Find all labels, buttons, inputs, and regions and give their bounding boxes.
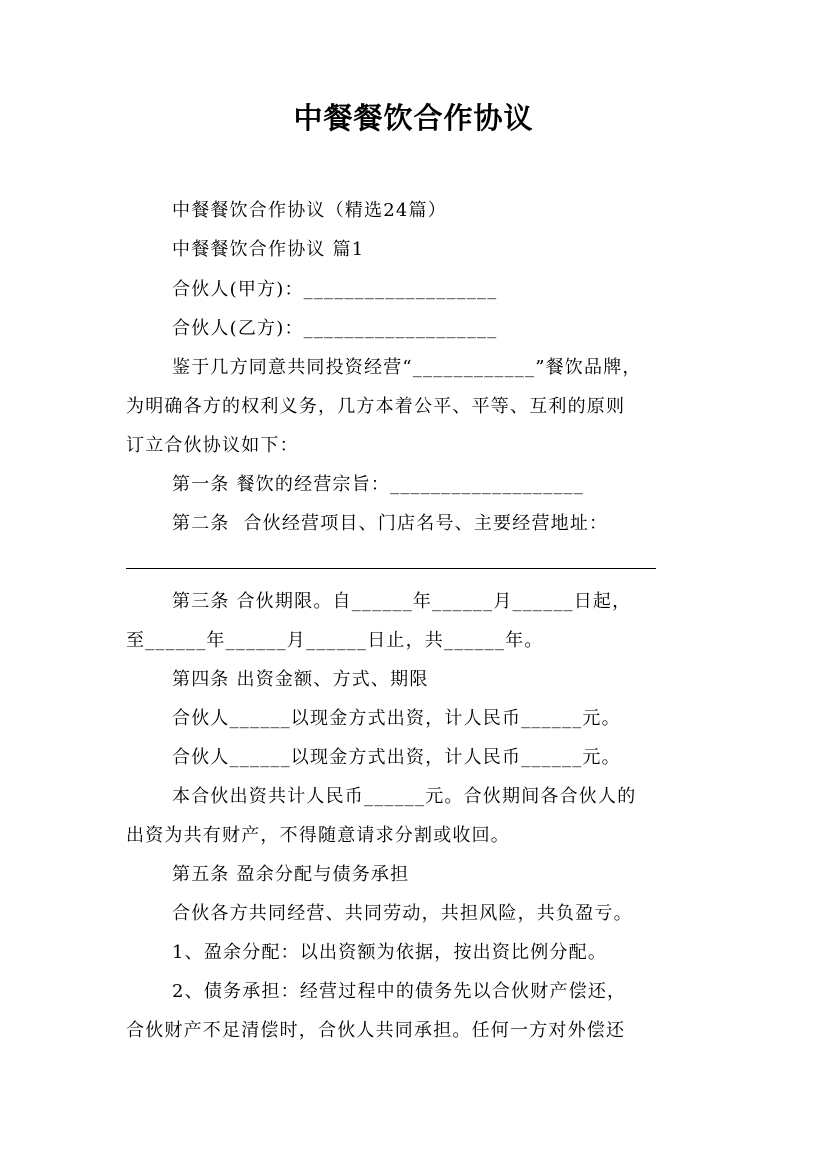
article-1-line: 第一条 餐饮的经营宗旨：___________________ (172, 474, 584, 495)
paragraph-line: 出资为共有财产，不得随意请求分割或收回。 (126, 825, 510, 846)
paragraph-line: 合伙人______以现金方式出资，计人民币______元。 (172, 708, 621, 729)
paragraph-line: 订立合伙协议如下： (126, 435, 299, 456)
document-title: 中餐餐饮合作协议 (293, 101, 534, 135)
party-b-line: 合伙人(乙方)：___________________ (172, 318, 498, 339)
article-4-line: 第四条 出资金额、方式、期限 (172, 669, 429, 690)
subtitle-line: 中餐餐饮合作协议（精选24篇） (172, 200, 447, 221)
paragraph-line: 至______年______月______日止，共______年。 (126, 630, 544, 651)
address-blank-line (126, 568, 656, 569)
paragraph-line: 合伙财产不足清偿时，合伙人共同承担。任何一方对外偿还 (126, 1020, 626, 1041)
paragraph-line: 本合伙出资共计人民币______元。合伙期间各合伙人的 (172, 786, 637, 807)
section-heading: 中餐餐饮合作协议 篇1 (172, 239, 365, 260)
article-5-line: 第五条 盈余分配与债务承担 (172, 864, 410, 885)
paragraph-line: 合伙人______以现金方式出资，计人民币______元。 (172, 747, 621, 768)
paragraph-line: 为明确各方的权利义务，几方本着公平、平等、互利的原则 (126, 396, 626, 417)
paragraph-line: 合伙各方共同经营、共同劳动，共担风险，共负盈亏。 (172, 903, 633, 924)
paragraph-line: 1、盈余分配：以出资额为依据，按出资比例分配。 (172, 942, 608, 963)
paragraph-line: 2、债务承担：经营过程中的债务先以合伙财产偿还， (172, 981, 627, 1002)
article-2-line: 第二条 合伙经营项目、门店名号、主要经营地址： (172, 513, 609, 534)
paragraph-line: 鉴于几方同意共同投资经营“____________”餐饮品牌， (172, 357, 642, 378)
article-3-line: 第三条 合伙期限。自______年______月______日起， (172, 591, 632, 612)
party-a-line: 合伙人(甲方)：___________________ (172, 279, 498, 300)
